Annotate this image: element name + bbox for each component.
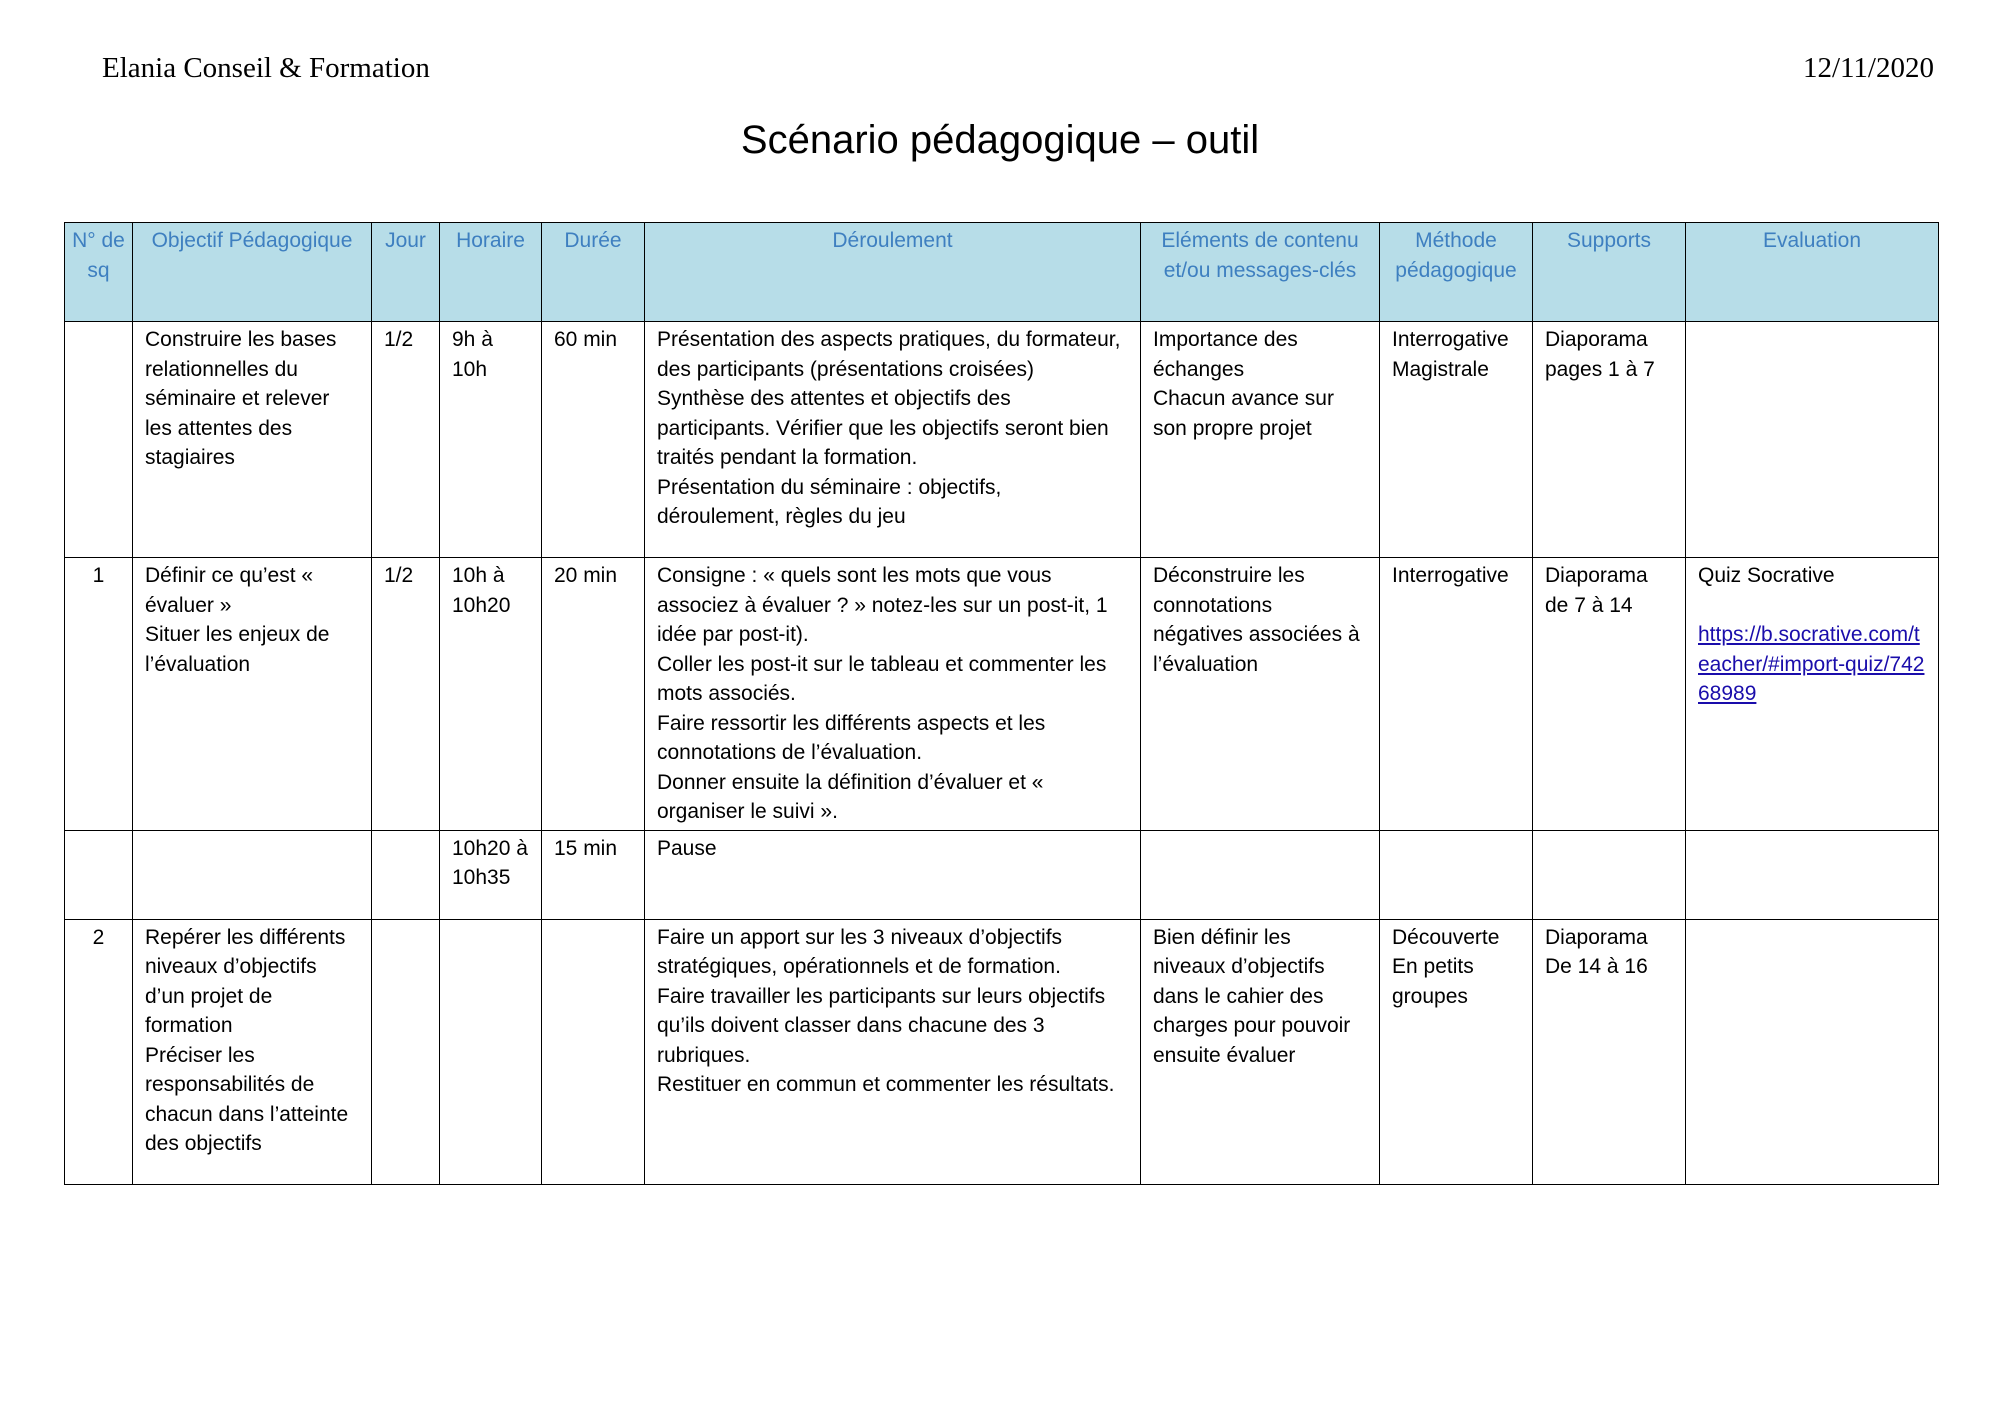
- cell-evaluation: [1686, 322, 1939, 558]
- cell-jour: [372, 830, 440, 919]
- column-header-horaire: Horaire: [440, 223, 542, 322]
- cell-elements: Déconstruire les connotations négatives associées à l’évaluation: [1141, 558, 1380, 831]
- table-row: [65, 558, 1939, 831]
- cell-elements: [1141, 830, 1380, 919]
- evaluation-quiz-label: Quiz Socrative: [1698, 564, 1835, 587]
- header-organization: Elania Conseil & Formation: [102, 52, 430, 84]
- column-header-objectif: Objectif Pédagogique: [133, 223, 372, 322]
- table-header-row: [65, 223, 1939, 322]
- cell-elements: Bien définir les niveaux d’objectifs dans le cahier des charges pour pouvoir ensuite évaluer: [1141, 919, 1380, 1184]
- cell-horaire: 10h à 10h20: [440, 558, 542, 831]
- cell-supports: Diaporama de 7 à 14: [1533, 558, 1686, 831]
- cell-objectif: Définir ce qu’est « évaluer » Situer les enjeux de l’évaluation: [133, 558, 372, 831]
- cell-horaire: [440, 919, 542, 1184]
- cell-duree: 60 min: [542, 322, 645, 558]
- column-header-evaluation: Evaluation: [1686, 223, 1939, 322]
- cell-methode: Interrogative: [1380, 558, 1533, 831]
- column-header-methode: Méthode pédagogique: [1380, 223, 1533, 322]
- cell-methode: Découverte En petits groupes: [1380, 919, 1533, 1184]
- cell-deroulement: Consigne : « quels sont les mots que vous associez à évaluer ? » notez-les sur un post-it, 1 idée par post-it). Coller les post-it sur le tableau et commenter les mots associés. Faire ressortir les différents aspects et les connotations de l’évaluation. Donner ensuite la définition d’évaluer et « organiser le suivi ».: [645, 558, 1141, 831]
- cell-jour: [372, 919, 440, 1184]
- table-row: [65, 830, 1939, 919]
- cell-deroulement: Présentation des aspects pratiques, du formateur, des participants (présentations croisées) Synthèse des attentes et objectifs des participants. Vérifier que les objectifs seront bien traités pendant la formation. Présentation du séminaire : objectifs, déroulement, règles du jeu: [645, 322, 1141, 558]
- scenario-table: [64, 222, 1939, 1185]
- cell-supports: Diaporama De 14 à 16: [1533, 919, 1686, 1184]
- cell-num: 2: [65, 919, 133, 1184]
- cell-evaluation: [1686, 558, 1939, 831]
- cell-num: 1: [65, 558, 133, 831]
- table-row: [65, 322, 1939, 558]
- cell-methode: Interrogative Magistrale: [1380, 322, 1533, 558]
- cell-jour: 1/2: [372, 322, 440, 558]
- cell-deroulement: Pause: [645, 830, 1141, 919]
- socrative-quiz-link[interactable]: https://b.socrative.com/teacher/#import-quiz/74268989: [1698, 623, 1925, 705]
- cell-elements: Importance des échanges Chacun avance sur son propre projet: [1141, 322, 1380, 558]
- cell-duree: 15 min: [542, 830, 645, 919]
- cell-horaire: 10h20 à 10h35: [440, 830, 542, 919]
- column-header-elements: Eléments de contenu et/ou messages-clés: [1141, 223, 1380, 322]
- cell-duree: [542, 919, 645, 1184]
- cell-objectif: Repérer les différents niveaux d’objectifs d’un projet de formation Préciser les responsabilités de chacun dans l’atteinte des objectifs: [133, 919, 372, 1184]
- column-header-jour: Jour: [372, 223, 440, 322]
- cell-objectif: [133, 830, 372, 919]
- cell-jour: 1/2: [372, 558, 440, 831]
- table-row: [65, 919, 1939, 1184]
- header-date: 12/11/2020: [1802, 52, 1934, 84]
- cell-duree: 20 min: [542, 558, 645, 831]
- column-header-supports: Supports: [1533, 223, 1686, 322]
- column-header-deroulement: Déroulement: [645, 223, 1141, 322]
- cell-horaire: 9h à 10h: [440, 322, 542, 558]
- column-header-duree: Durée: [542, 223, 645, 322]
- cell-evaluation: [1686, 830, 1939, 919]
- column-header-num: N° de sq: [65, 223, 133, 322]
- cell-supports: Diaporama pages 1 à 7: [1533, 322, 1686, 558]
- cell-num: [65, 322, 133, 558]
- cell-num: [65, 830, 133, 919]
- cell-evaluation: [1686, 919, 1939, 1184]
- cell-methode: [1380, 830, 1533, 919]
- cell-deroulement: Faire un apport sur les 3 niveaux d’objectifs stratégiques, opérationnels et de formation. Faire travailler les participants sur leurs objectifs qu’ils doivent classer dans chacune des 3 rubriques. Restituer en commun et commenter les résultats.: [645, 919, 1141, 1184]
- cell-supports: [1533, 830, 1686, 919]
- page-title: Scénario pédagogique – outil: [740, 118, 1260, 162]
- cell-objectif: Construire les bases relationnelles du séminaire et relever les attentes des stagiaires: [133, 322, 372, 558]
